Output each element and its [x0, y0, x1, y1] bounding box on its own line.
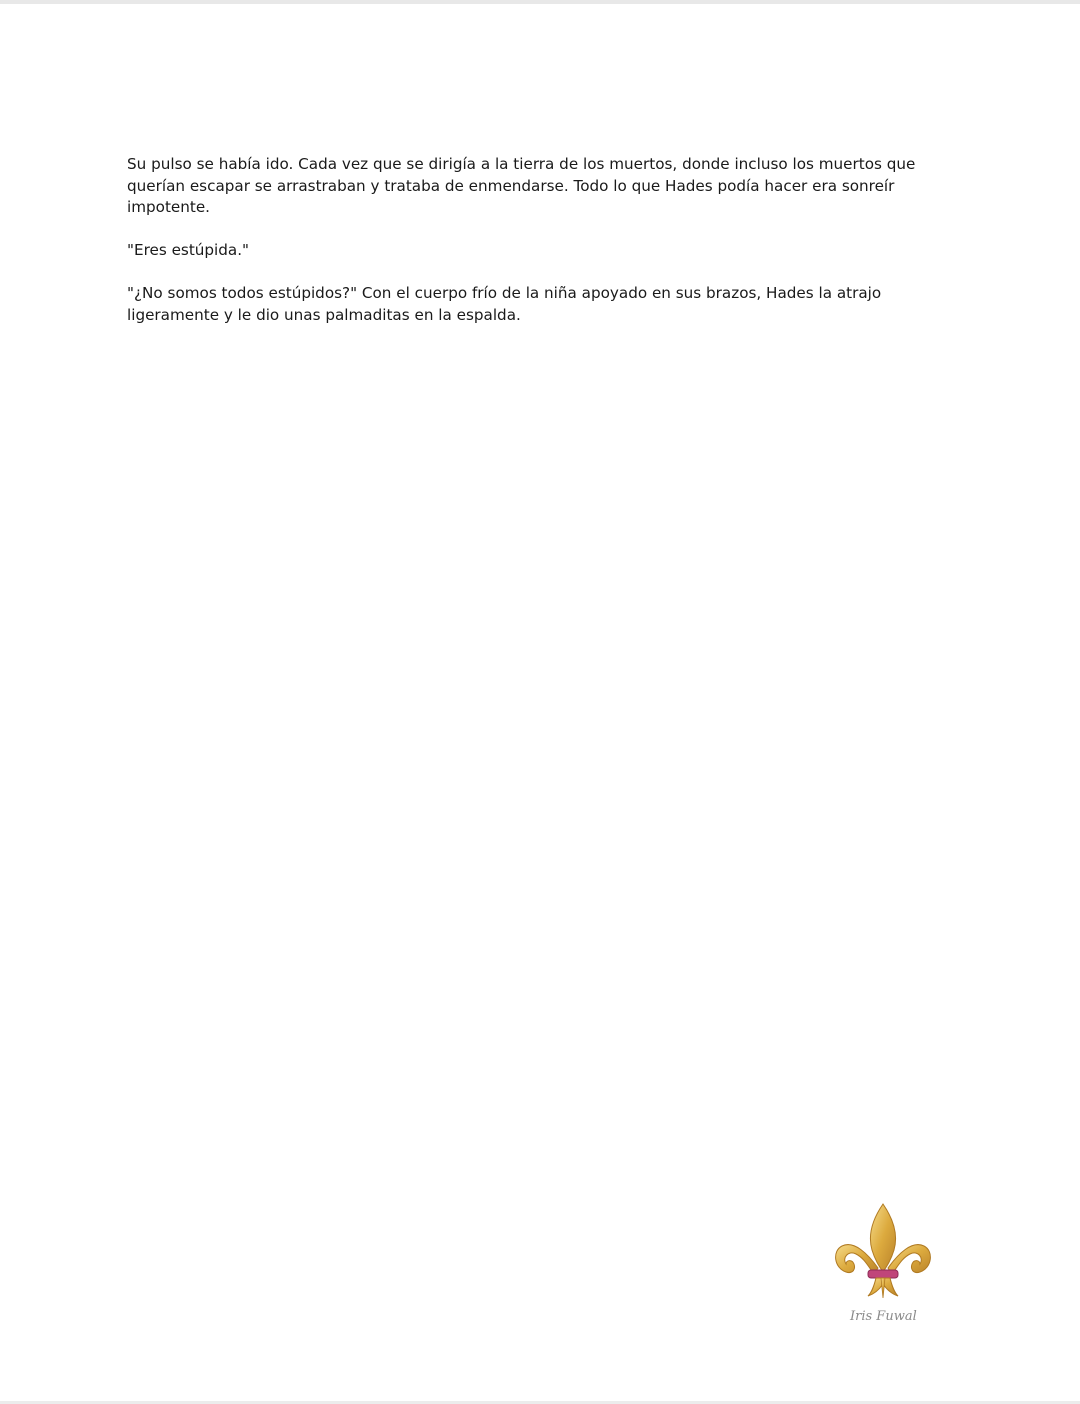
- paragraph-2: "Eres estúpida.": [127, 241, 250, 259]
- watermark-logo: [828, 1198, 938, 1328]
- paragraph-1: Su pulso se había ido. Cada vez que se dirigía a la tierra de los muertos, donde incluso los muertos que querían escapar se arrastraban y trataba de enmendarse. Todo lo que Hades podía hacer era sonreír impotente.: [127, 155, 916, 216]
- body-text: [127, 154, 957, 348]
- top-divider: [0, 0, 1080, 4]
- fleur-de-lis-icon: [828, 1198, 938, 1328]
- paragraph-3: "¿No somos todos estúpidos?" Con el cuerpo frío de la niña apoyado en sus brazos, Hades la atrajo ligeramente y le dio unas palmaditas en la espalda.: [127, 284, 882, 324]
- signature-text: Iris Fuwal: [850, 1309, 917, 1324]
